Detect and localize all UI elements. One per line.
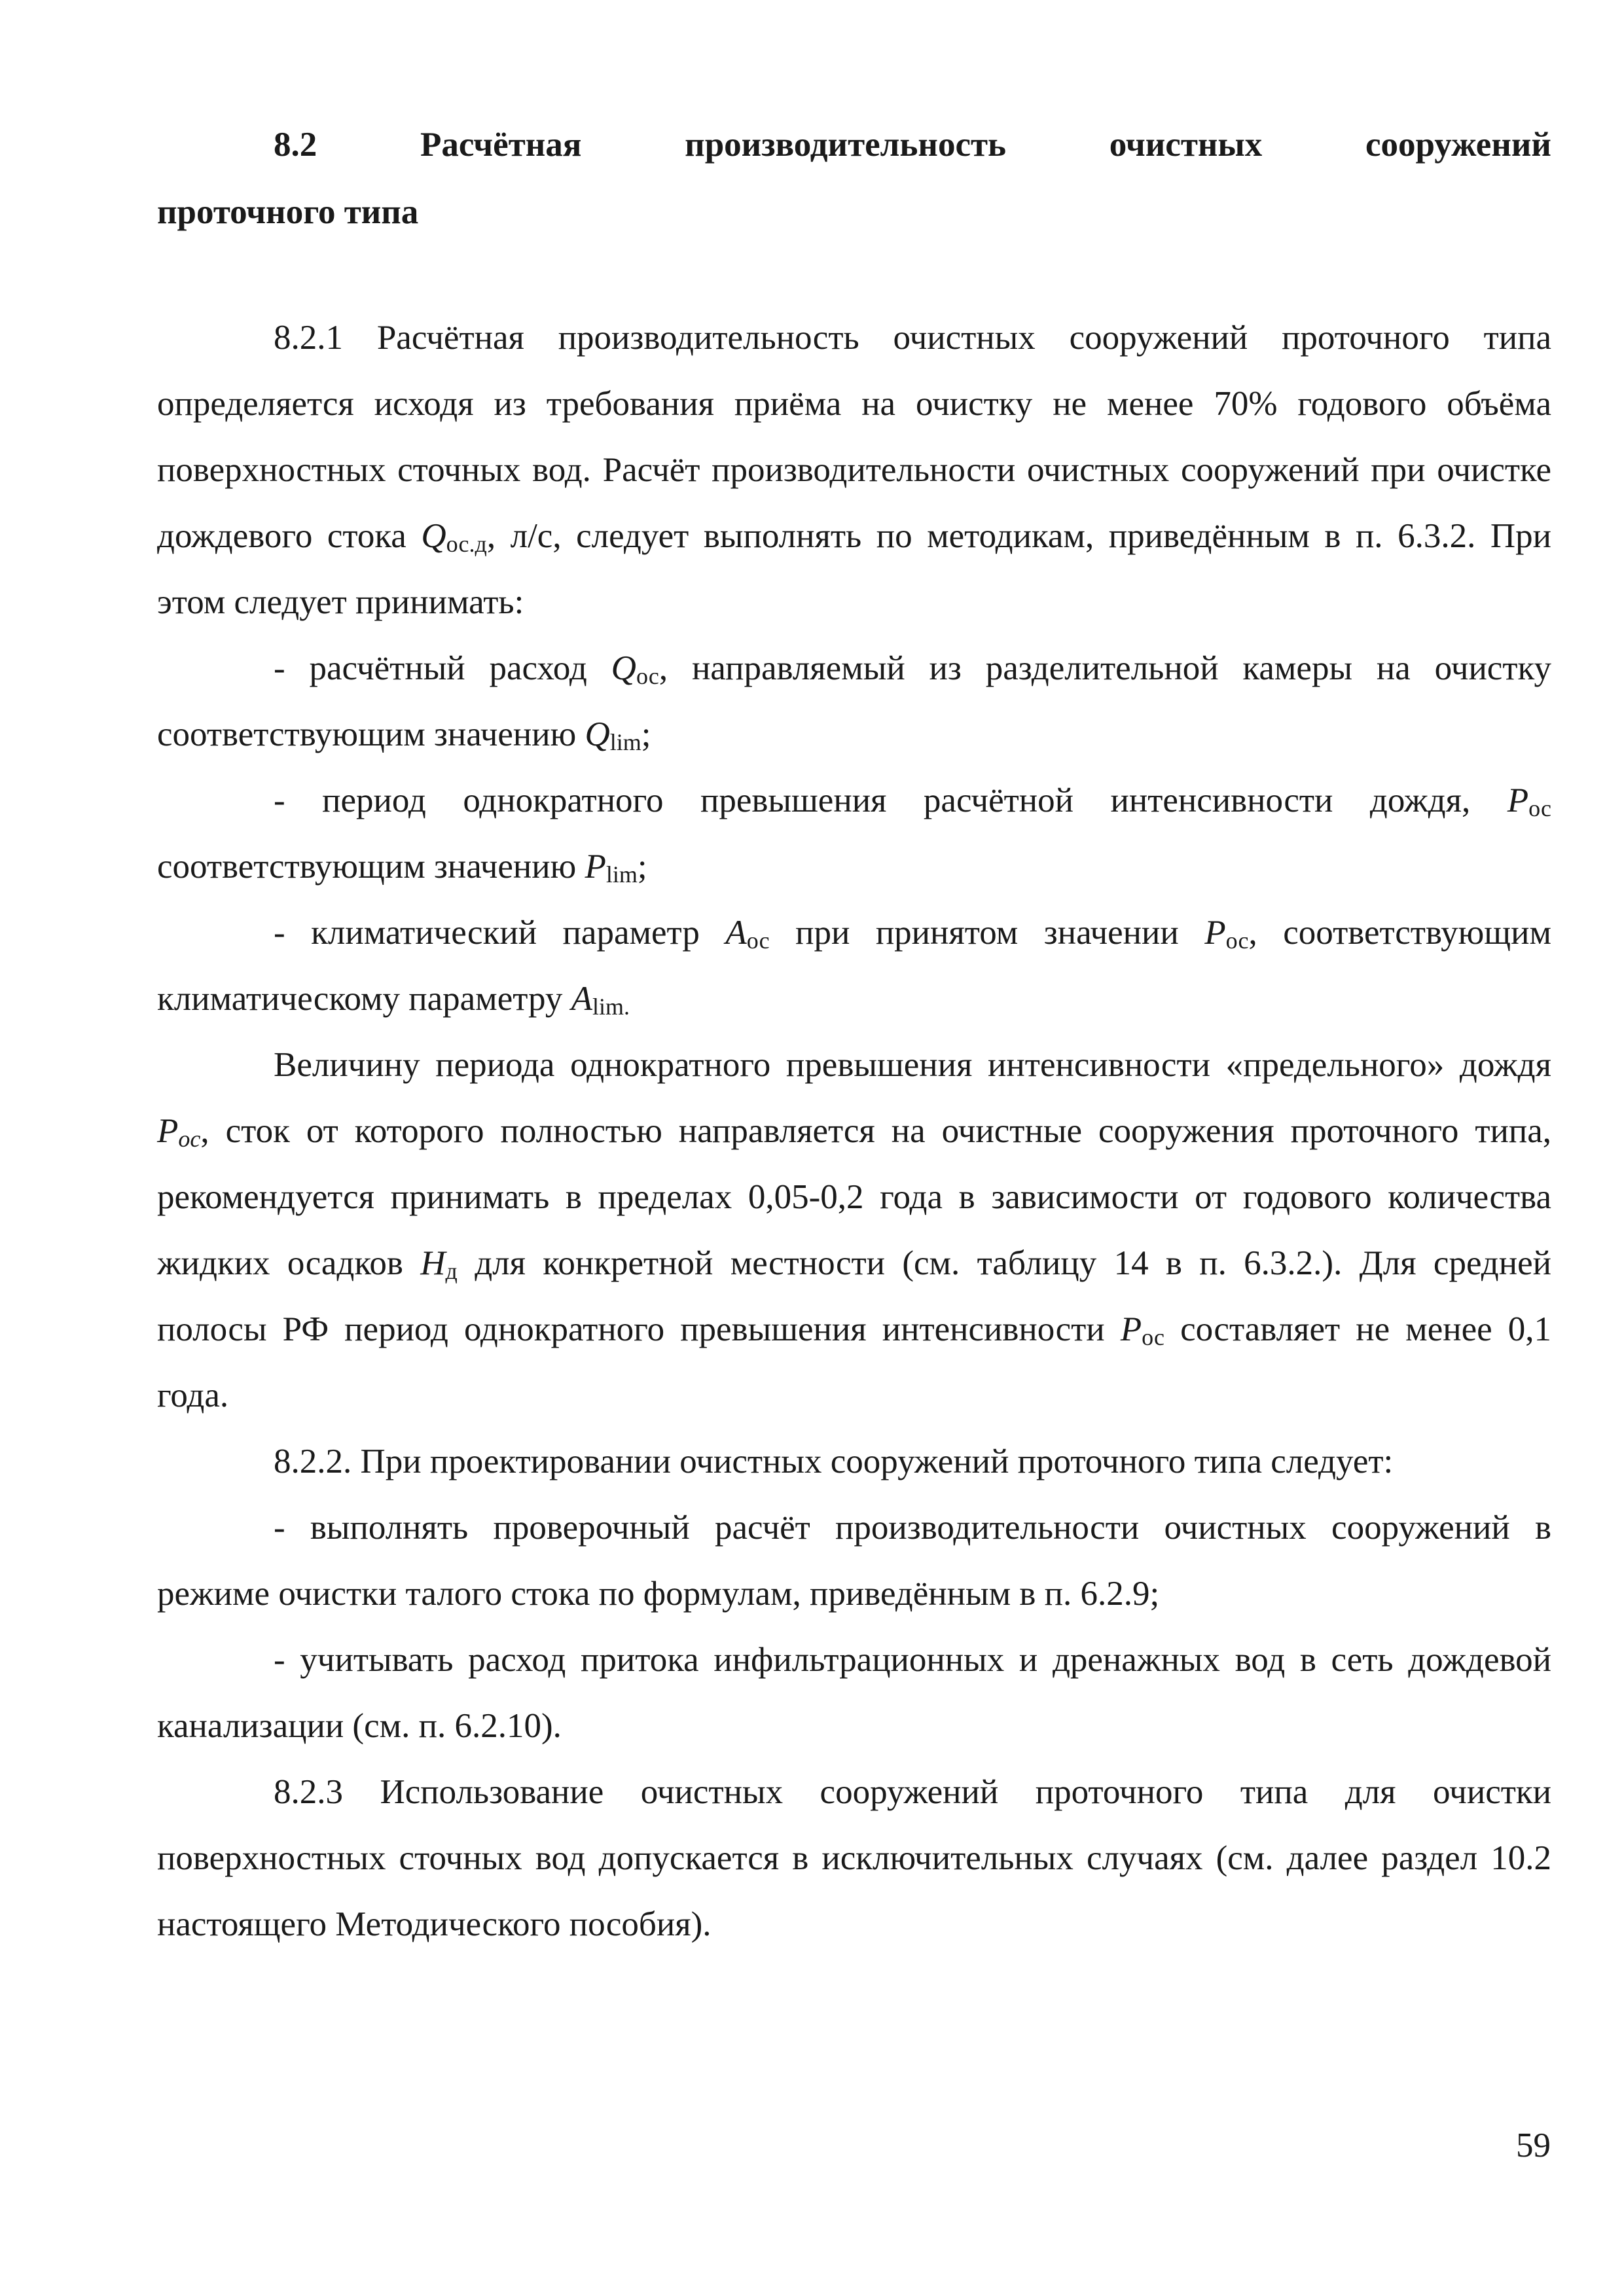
text-run: ; [637, 848, 647, 886]
text-run: , л/с, следует выполнять по методикам, приведённым в п. 6.3.2. При этом следует принимать: [157, 517, 1551, 621]
list-item-climatic-parameter [157, 900, 1551, 1032]
heading-word: производительность [685, 126, 1007, 164]
text-run: - расчётный расход [274, 649, 611, 687]
paragraph-8-2-1 [157, 305, 1551, 636]
symbol-h: H [420, 1244, 446, 1282]
list-item-flow-rate [157, 636, 1551, 768]
page-number: 59 [1516, 2126, 1551, 2164]
subscript: lim [605, 861, 638, 888]
document-page [157, 111, 1551, 1958]
text-run: соответствующим значению [157, 848, 585, 886]
subscript: ос [1142, 1324, 1164, 1350]
paragraph-limit-rain-period [157, 1032, 1551, 1429]
subscript: ос [636, 663, 659, 689]
symbol-p: P [1204, 914, 1226, 952]
heading-word: сооружений [1365, 126, 1551, 164]
symbol-p: P [1120, 1310, 1142, 1348]
subscript: ос [1225, 927, 1249, 954]
subscript: ос [1528, 795, 1551, 821]
text-run: для конкретной местности (см. таблицу 14 в п. 6.3.2.). Для средней полосы РФ период однократного превышения интенсивности [157, 1244, 1552, 1348]
section-heading [157, 111, 1551, 246]
subscript: lim [609, 729, 641, 755]
symbol-q: Q [611, 649, 636, 687]
heading-word: очистных [1109, 126, 1263, 164]
text-run: - период однократного превышения расчётной интенсивности дождя, [274, 781, 1507, 819]
text-run: составляет не менее 0,1 года. [157, 1310, 1551, 1414]
subscript: ос.д [446, 531, 487, 557]
section-number: 8.2 [274, 126, 317, 164]
symbol-p: P [157, 1112, 179, 1150]
text-run: , направляемый из разделительной камеры на очистку соответствующим значению [157, 649, 1551, 753]
section-heading-line-2: проточного типа [157, 193, 419, 231]
paragraph-8-2-2: 8.2.2. При проектировании очистных сооружений проточного типа следует: [274, 1443, 1394, 1480]
section-heading-line-1 [157, 111, 1551, 179]
list-item-period [157, 768, 1551, 900]
symbol-a: A [571, 980, 592, 1018]
paragraph-8-2-3: 8.2.3 Использование очистных сооружений проточного типа для очистки поверхностных сточных вод допускается в исключительных случаях (см. далее раздел 10.2 настоящего Методического пособия). [157, 1773, 1551, 1943]
subscript: ос [746, 927, 770, 954]
text-run: , соответствующим климатическому параметру [157, 914, 1551, 1018]
heading-word: Расчётная [420, 126, 582, 164]
list-item-check-calculation: - выполнять проверочный расчёт производительности очистных сооружений в режиме очистки талого стока по формулам, приведённым в п. 6.2.9; [157, 1509, 1551, 1613]
symbol-p: P [1507, 781, 1529, 819]
symbol-p: P [585, 848, 606, 886]
symbol-q: Q [585, 715, 610, 753]
subscript: ос [178, 1126, 201, 1152]
text-run: 8.2.1 Расчётная производительность очистных сооружений проточного типа определяется исходя из требования приёма на очистку не менее 70% годового объёма поверхностных сточных вод. Расчёт производительности очистных сооружений при очистке дождевого стока [157, 319, 1551, 555]
text-run: , сток от которого полностью направляется на очистные сооружения проточного типа, рекомендуется принимать в пределах 0,05-0,2 года в зависимости от годового количества жидких осадков [157, 1112, 1551, 1282]
symbol-q: Q [421, 517, 446, 555]
subscript: lim. [592, 994, 630, 1020]
text-run: - климатический параметр [274, 914, 726, 952]
text-run: ; [641, 715, 651, 753]
symbol-a: A [725, 914, 747, 952]
text-run: при принятом значении [769, 914, 1205, 952]
subscript: д [445, 1258, 458, 1284]
text-run: Величину периода однократного превышения интенсивности «предельного» дождя [274, 1046, 1551, 1084]
list-item-infiltration: - учитывать расход притока инфильтрационных и дренажных вод в сеть дождевой канализации (см. п. 6.2.10). [157, 1641, 1551, 1745]
